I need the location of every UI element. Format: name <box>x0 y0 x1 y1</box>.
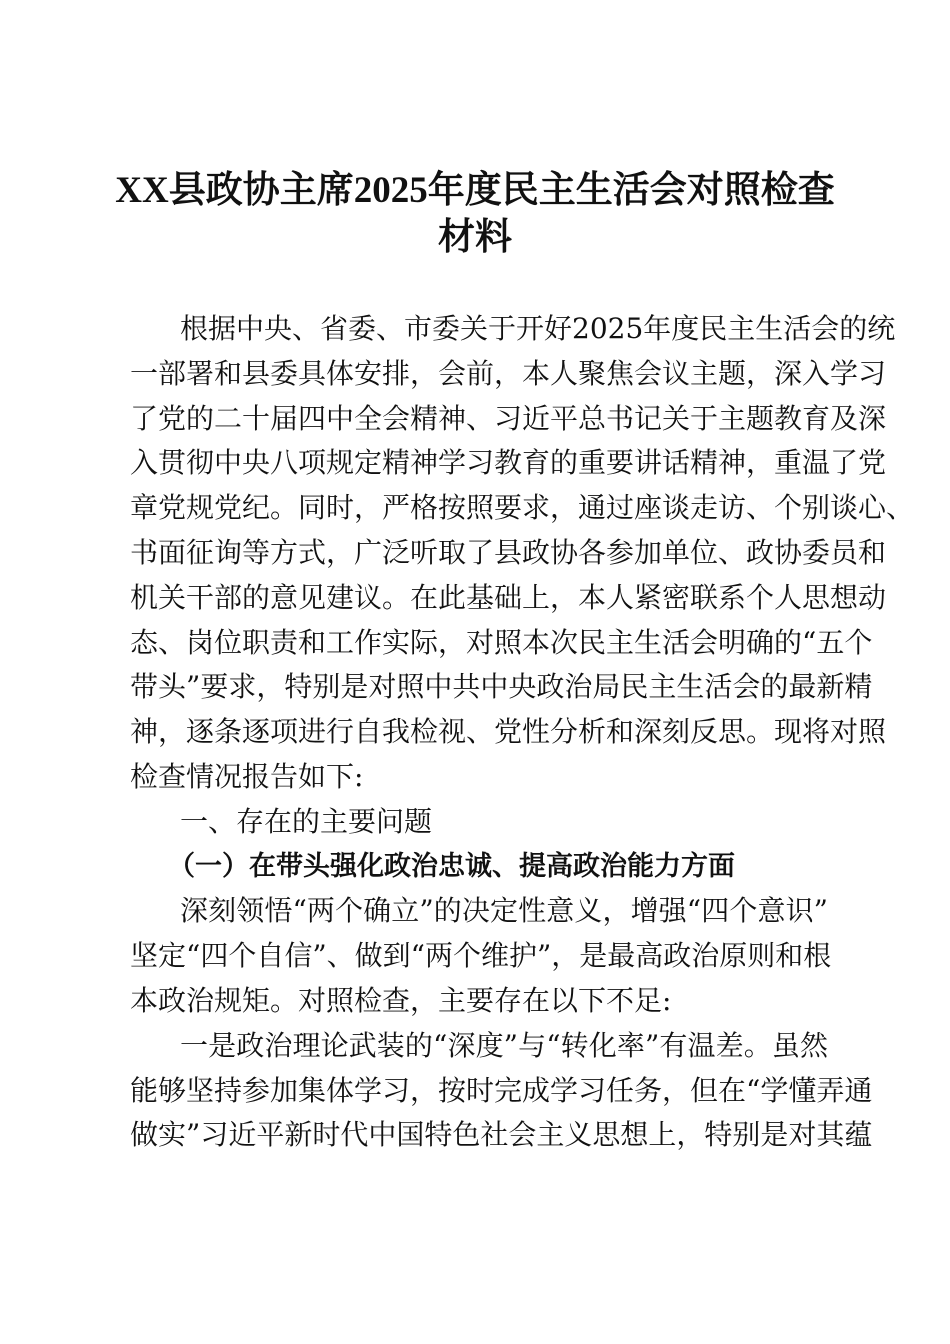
text-line: 检查情况报告如下: <box>130 759 364 793</box>
subsection-heading: （一）在带头强化政治忠诚、提高政治能力方面 <box>168 850 735 882</box>
text-line: 一部署和县委具体安排，会前，本人聚焦会议主题，深入学习 <box>130 356 887 390</box>
text-line: 本政治规矩。对照检查，主要存在以下不足: <box>130 983 672 1017</box>
text-line: 态、岗位职责和工作实际，对照本次民主生活会明确的“五个 <box>130 625 873 659</box>
title-line-1: XX县政协主席2025年度民主生活会对照检查 <box>115 170 835 211</box>
text-line: 一是政治理论武装的“深度”与“转化率”有温差。虽然 <box>180 1028 828 1062</box>
document-title <box>100 167 850 261</box>
title-line-2: 材料 <box>438 217 512 258</box>
paragraph <box>130 889 832 1023</box>
section-heading: 一、存在的主要问题 <box>180 804 433 838</box>
text-line: 章党规党纪。同时，严格按照要求，通过座谈走访、个别谈心、 <box>130 491 915 525</box>
text-line: 书面征询等方式，广泛听取了县政协各参加单位、政协委员和 <box>130 535 887 569</box>
text-line: 根据中央、省委、市委关于开好2025年度民主生活会的统 <box>180 312 896 345</box>
text-line: 入贯彻中央八项规定精神学习教育的重要讲话精神，重温了党 <box>130 446 887 480</box>
text-line: 能够坚持参加集体学习，按时完成学习任务，但在“学懂弄通 <box>130 1073 873 1107</box>
text-line: 了党的二十届四中全会精神、习近平总书记关于主题教育及深 <box>130 401 887 435</box>
document-body <box>130 307 915 1158</box>
text-line: 深刻领悟“两个确立”的决定性意义，增强“四个意识” <box>180 894 828 928</box>
text-line: 做实”习近平新时代中国特色社会主义思想上，特别是对其蕴 <box>130 1118 873 1152</box>
text-line: 神，逐条逐项进行自我检视、党性分析和深刻反思。现将对照 <box>130 715 887 749</box>
text-line: 坚定“四个自信”、做到“两个维护”，是最高政治原则和根 <box>130 939 832 973</box>
paragraph <box>130 1024 873 1158</box>
intro-paragraph <box>130 307 915 800</box>
text-line: 带头”要求，特别是对照中共中央政治局民主生活会的最新精 <box>130 670 873 704</box>
text-line: 机关干部的意见建议。在此基础上，本人紧密联系个人思想动 <box>130 580 887 614</box>
